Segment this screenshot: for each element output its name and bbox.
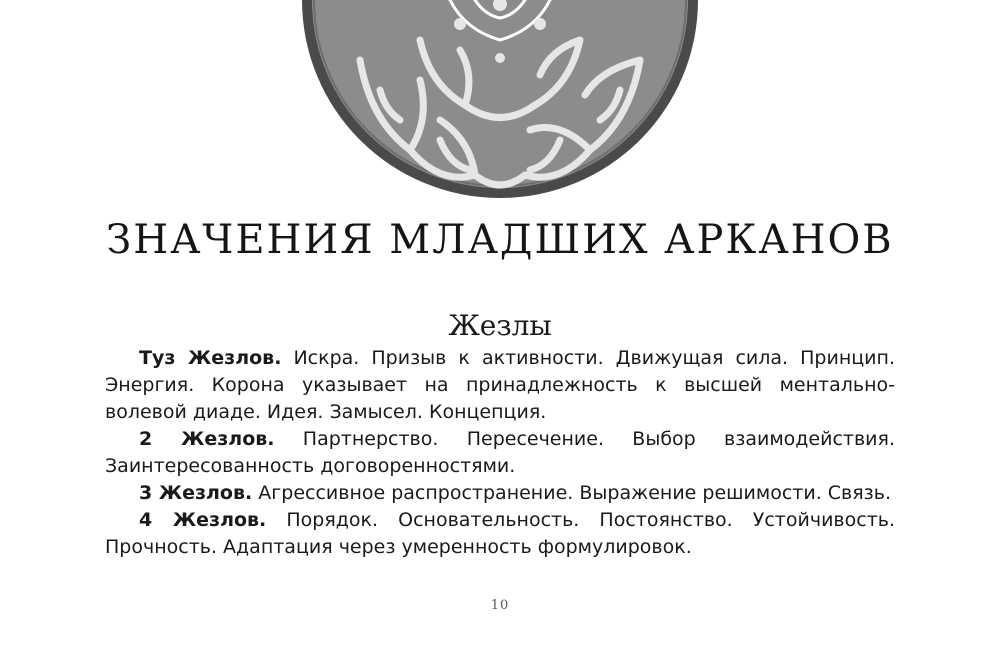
entry-text: Агрессивное распространение. Выражение решимости. Связь. xyxy=(252,482,892,504)
entry-four-of-wands xyxy=(105,507,895,561)
entry-text: Порядок. Основательность. Постоянство. Устойчивость. Прочность. Адаптация через умеренность формулировок. xyxy=(105,509,895,558)
entry-name: 3 Жезлов. xyxy=(139,482,253,504)
page-title: ЗНАЧЕНИЯ МЛАДШИХ АРКАНОВ xyxy=(106,217,894,263)
entry-two-of-wands xyxy=(105,426,895,480)
entry-name: 2 Жезлов. xyxy=(139,428,275,450)
page-number: 10 xyxy=(490,598,510,613)
entry-three-of-wands xyxy=(105,480,895,507)
entry-name: 4 Жезлов. xyxy=(139,509,267,531)
entry-text: Партнерство. Пересечение. Выбор взаимодействия. Заинтересованность договоренностями. xyxy=(105,428,895,477)
entry-name: Туз Жезлов. xyxy=(139,347,282,369)
entry-text: Искра. Призыв к активности. Движущая сила. Принцип. Энергия. Корона указывает на принадлежность к высшей ментально-волевой диаде. Идея. Замысел. Концепция. xyxy=(105,347,895,423)
section-heading: Жезлы xyxy=(448,309,552,342)
entry-ace-of-wands xyxy=(105,345,895,426)
entries-list xyxy=(105,345,895,561)
mandala-ornament-icon xyxy=(300,0,700,200)
